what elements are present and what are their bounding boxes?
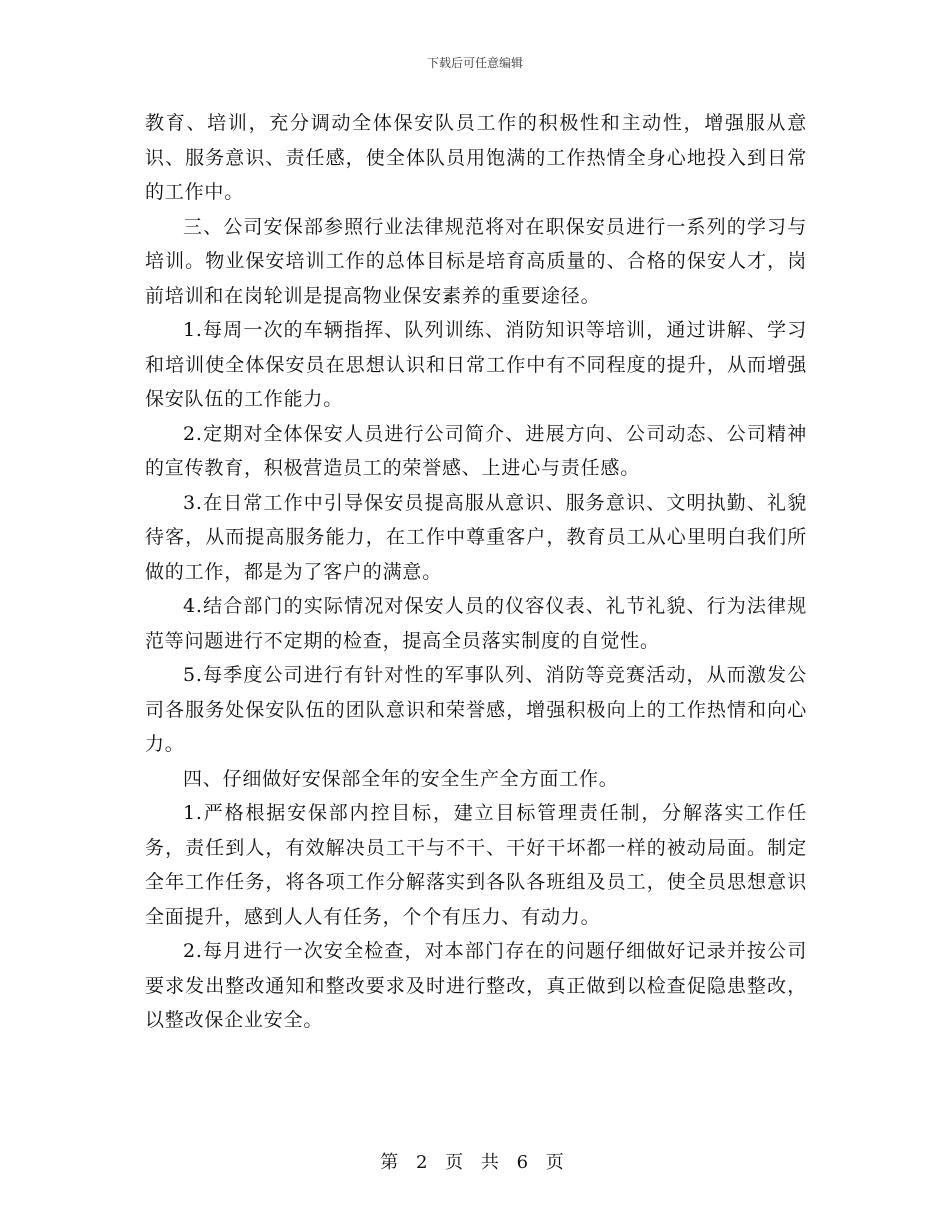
page-header: 下载后可任意编辑: [426, 56, 523, 70]
paragraph-10: 2.每月进行一次安全检查，对本部门存在的问题仔细做好记录并按公司要求发出整改通知和整改要求及时进行整改，真正做到以检查促隐患整改，以整改保企业安全。: [145, 940, 807, 1031]
paragraph-7: 5.每季度公司进行有针对性的军事队列、消防等竞赛活动，从而激发公司各服务处保安队伍的团队意识和荣誉感，增强积极向上的工作热情和向心力。: [145, 664, 807, 755]
paragraph-2: 三、公司安保部参照行业法律规范将对在职保安员进行一系列的学习与培训。物业保安培训工作的总体目标是培育高质量的、合格的保安人才，岗前培训和在岗轮训是提高物业保安素养的重要途径。: [145, 215, 807, 307]
page-footer: 第 2 页 共 6 页: [380, 1152, 570, 1173]
paragraph-9: 1.严格根据安保部内控目标，建立目标管理责任制，分解落实工作任务，责任到人，有效解决员工干与不干、干好干坏都一样的被动局面。制定全年工作任务，将各项工作分解落实到各队各班组及员工，使全员思想意识全面提升，感到人人有任务，个个有压力、有动力。: [145, 802, 807, 928]
paragraph-5: 3.在日常工作中引导保安员提高服从意识、服务意识、文明执勤、礼貌待客，从而提高服务能力，在工作中尊重客户，教育员工从心里明白我们所做的工作，都是为了客户的满意。: [145, 491, 807, 583]
paragraph-6: 4.结合部门的实际情况对保安人员的仪容仪表、礼节礼貌、行为法律规范等问题进行不定期的检查，提高全员落实制度的自觉性。: [145, 595, 807, 652]
document-body: [145, 106, 807, 1038]
paragraph-1: 教育、培训，充分调动全体保安队员工作的积极性和主动性，增强服从意识、服务意识、责任感，使全体队员用饱满的工作热情全身心地投入到日常的工作中。: [145, 112, 807, 203]
paragraph-4: 2.定期对全体保安人员进行公司简介、进展方向、公司动态、公司精神的宣传教育，积极营造员工的荣誉感、上进心与责任感。: [145, 422, 807, 479]
paragraph-3: 1.每周一次的车辆指挥、队列训练、消防知识等培训，通过讲解、学习和培训使全体保安员在思想认识和日常工作中有不同程度的提升，从而增强保安队伍的工作能力。: [145, 319, 807, 410]
paragraph-8: 四、仔细做好安保部全年的安全生产全方面工作。: [183, 767, 619, 790]
